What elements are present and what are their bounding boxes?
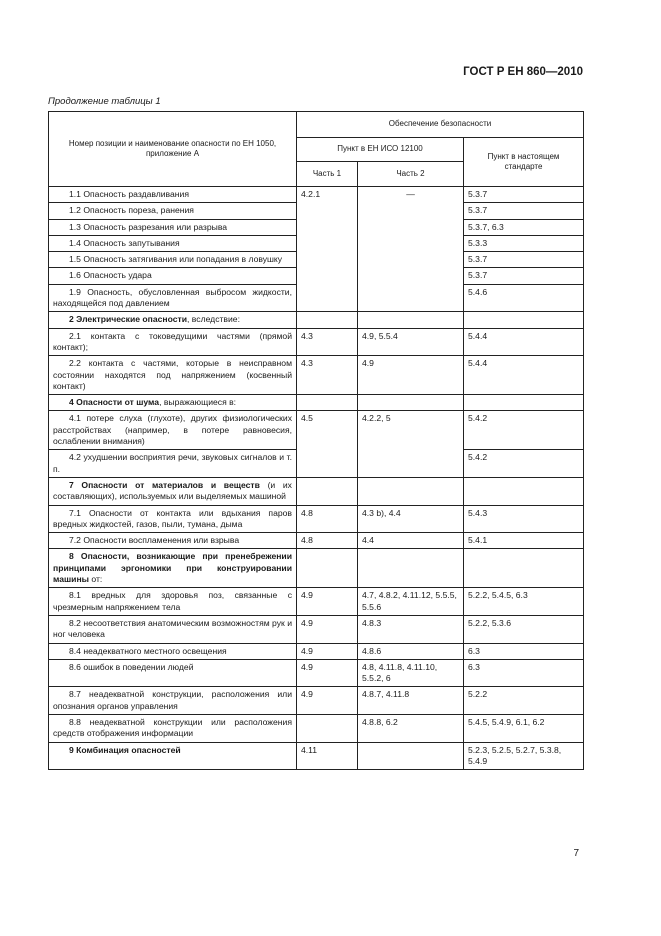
table-row (49, 588, 584, 616)
iso-part-1-value: 4.2.1 (297, 187, 358, 312)
section-row (49, 477, 584, 505)
header-hazard-name: Номер позиции и наименование опасности по ЕН 1050, приложение А (49, 112, 297, 187)
iso-part-2-value: 4.2.2, 5 (358, 411, 464, 477)
hazard-name: 8.2 несоответствия анатомическим возможностям рук и ног человека (49, 615, 297, 643)
hazard-name: 8.4 неадекватного местного освещения (49, 643, 297, 659)
hazard-name: 2.1 контакта с токоведущими частями (прямой контакт); (49, 328, 297, 356)
hazard-name: 1.9 Опасность, обусловленная выбросом жидкости, находящейся под давлением (49, 284, 297, 312)
standard-clause: 5.3.7 (464, 187, 584, 203)
hazard-name: 8.6 ошибок в поведении людей (49, 659, 297, 687)
hazard-name: 7.2 Опасности воспламенения или взрыва (49, 533, 297, 549)
standard-clause: 5.4.6 (464, 284, 584, 312)
header-part-2: Часть 2 (358, 162, 464, 187)
document-header: ГОСТ Р ЕН 860—2010 (463, 66, 583, 78)
hazard-name: 7.1 Опасности от контакта или вдыхания паров вредных жидкостей, газов, пыли, тумана, дыма (49, 505, 297, 533)
iso-part-2-value: 4.8.7, 4.11.8 (358, 687, 464, 715)
table-row (49, 187, 584, 203)
table-row (49, 659, 584, 687)
header-this-standard: Пункт в настоящем стандарте (464, 138, 584, 187)
table-row (49, 411, 584, 450)
hazard-name: 1.6 Опасность удара (49, 268, 297, 284)
iso-part-2-value: — (358, 187, 464, 312)
header-part-1: Часть 1 (297, 162, 358, 187)
iso-part-2-value: 4.8.6 (358, 643, 464, 659)
hazard-name: 1.2 Опасность пореза, ранения (49, 203, 297, 219)
iso-part-1-value: 4.9 (297, 659, 358, 687)
table-row (49, 714, 584, 742)
iso-part-2-value: 4.3 b), 4.4 (358, 505, 464, 533)
iso-part-1-value: 4.9 (297, 687, 358, 715)
standard-clause: 5.2.2 (464, 687, 584, 715)
iso-part-2-value: 4.9, 5.5.4 (358, 328, 464, 356)
standard-clause: 5.2.2, 5.3.6 (464, 615, 584, 643)
section-row (49, 395, 584, 411)
section-row (49, 742, 584, 770)
iso-part-2-value (358, 742, 464, 770)
header-safety: Обеспечение безопасности (297, 112, 584, 138)
iso-part-1-value: 4.5 (297, 411, 358, 477)
section-title: 2 Электрические опасности, вследствие: (49, 312, 297, 328)
standard-clause: 5.3.7 (464, 203, 584, 219)
section-row (49, 549, 584, 588)
iso-part-2-value: 4.4 (358, 533, 464, 549)
standard-clause: 5.4.2 (464, 411, 584, 450)
section-title: 4 Опасности от шума, выражающиеся в: (49, 395, 297, 411)
hazard-name: 8.1 вредных для здоровья поз, связанные с чрезмерным напряжением тела (49, 588, 297, 616)
iso-part-1-value: 4.8 (297, 533, 358, 549)
iso-part-2-value: 4.8.8, 6.2 (358, 714, 464, 742)
standard-clause: 5.4.4 (464, 356, 584, 395)
iso-part-2-value: 4.9 (358, 356, 464, 395)
iso-part-2-value: 4.8.3 (358, 615, 464, 643)
standard-clause: 5.3.7 (464, 268, 584, 284)
hazard-name: 8.8 неадекватной конструкции или расположения средств отображения информации (49, 714, 297, 742)
table-row (49, 356, 584, 395)
section-title: 7 Опасности от материалов и веществ (и их составляющих), используемых или выделяемых машиной (49, 477, 297, 505)
hazard-name: 4.1 потере слуха (глухоте), других физиологических расстройствах (например, в потере равновесия, ослаблении внимания) (49, 411, 297, 450)
table-row (49, 615, 584, 643)
table-row (49, 533, 584, 549)
standard-clause: 5.3.7 (464, 252, 584, 268)
standard-clause: 5.3.3 (464, 235, 584, 251)
hazard-table (48, 111, 584, 770)
iso-part-2-value: 4.7, 4.8.2, 4.11.12, 5.5.5, 5.5.6 (358, 588, 464, 616)
iso-part-1-value: 4.3 (297, 328, 358, 356)
standard-clause: 5.4.2 (464, 450, 584, 478)
table-caption: Продолжение таблицы 1 (48, 96, 161, 107)
hazard-name: 8.7 неадекватной конструкции, расположения или опознания органов управления (49, 687, 297, 715)
section-title: 8 Опасности, возникающие при пренебрежении принципами эргономики при конструировании машины от: (49, 549, 297, 588)
iso-part-1-value: 4.11 (297, 742, 358, 770)
standard-clause: 5.4.4 (464, 328, 584, 356)
iso-part-1-value: 4.9 (297, 643, 358, 659)
iso-part-1-value: 4.8 (297, 505, 358, 533)
standard-clause: 6.3 (464, 659, 584, 687)
standard-clause: 5.3.7, 6.3 (464, 219, 584, 235)
iso-part-1-value: 4.9 (297, 615, 358, 643)
table-row (49, 505, 584, 533)
iso-part-1-value (297, 714, 358, 742)
hazard-name: 1.5 Опасность затягивания или попадания в ловушку (49, 252, 297, 268)
section-title: 9 Комбинация опасностей (49, 742, 297, 770)
hazard-name: 1.3 Опасность разрезания или разрыва (49, 219, 297, 235)
iso-part-2-value: 4.8, 4.11.8, 4.11.10, 5.5.2, 6 (358, 659, 464, 687)
table-row (49, 687, 584, 715)
standard-clause: 5.4.5, 5.4.9, 6.1, 6.2 (464, 714, 584, 742)
section-row (49, 312, 584, 328)
standard-clause: 6.3 (464, 643, 584, 659)
header-iso-12100: Пункт в ЕН ИСО 12100 (297, 138, 464, 162)
page-number: 7 (573, 848, 579, 859)
standard-clause: 5.4.1 (464, 533, 584, 549)
standard-clause: 5.2.2, 5.4.5, 6.3 (464, 588, 584, 616)
hazard-name: 4.2 ухудшении восприятия речи, звуковых сигналов и т. п. (49, 450, 297, 478)
table-row (49, 328, 584, 356)
iso-part-1-value: 4.9 (297, 588, 358, 616)
hazard-name: 2.2 контакта с частями, которые в неисправном состоянии находятся под напряжением (косвенный контакт) (49, 356, 297, 395)
hazard-name: 1.4 Опасность запутывания (49, 235, 297, 251)
standard-clause: 5.2.3, 5.2.5, 5.2.7, 5.3.8, 5.4.9 (464, 742, 584, 770)
table-head (49, 112, 584, 187)
table-body (49, 187, 584, 770)
hazard-name: 1.1 Опасность раздавливания (49, 187, 297, 203)
standard-clause: 5.4.3 (464, 505, 584, 533)
table-row (49, 643, 584, 659)
iso-part-1-value: 4.3 (297, 356, 358, 395)
